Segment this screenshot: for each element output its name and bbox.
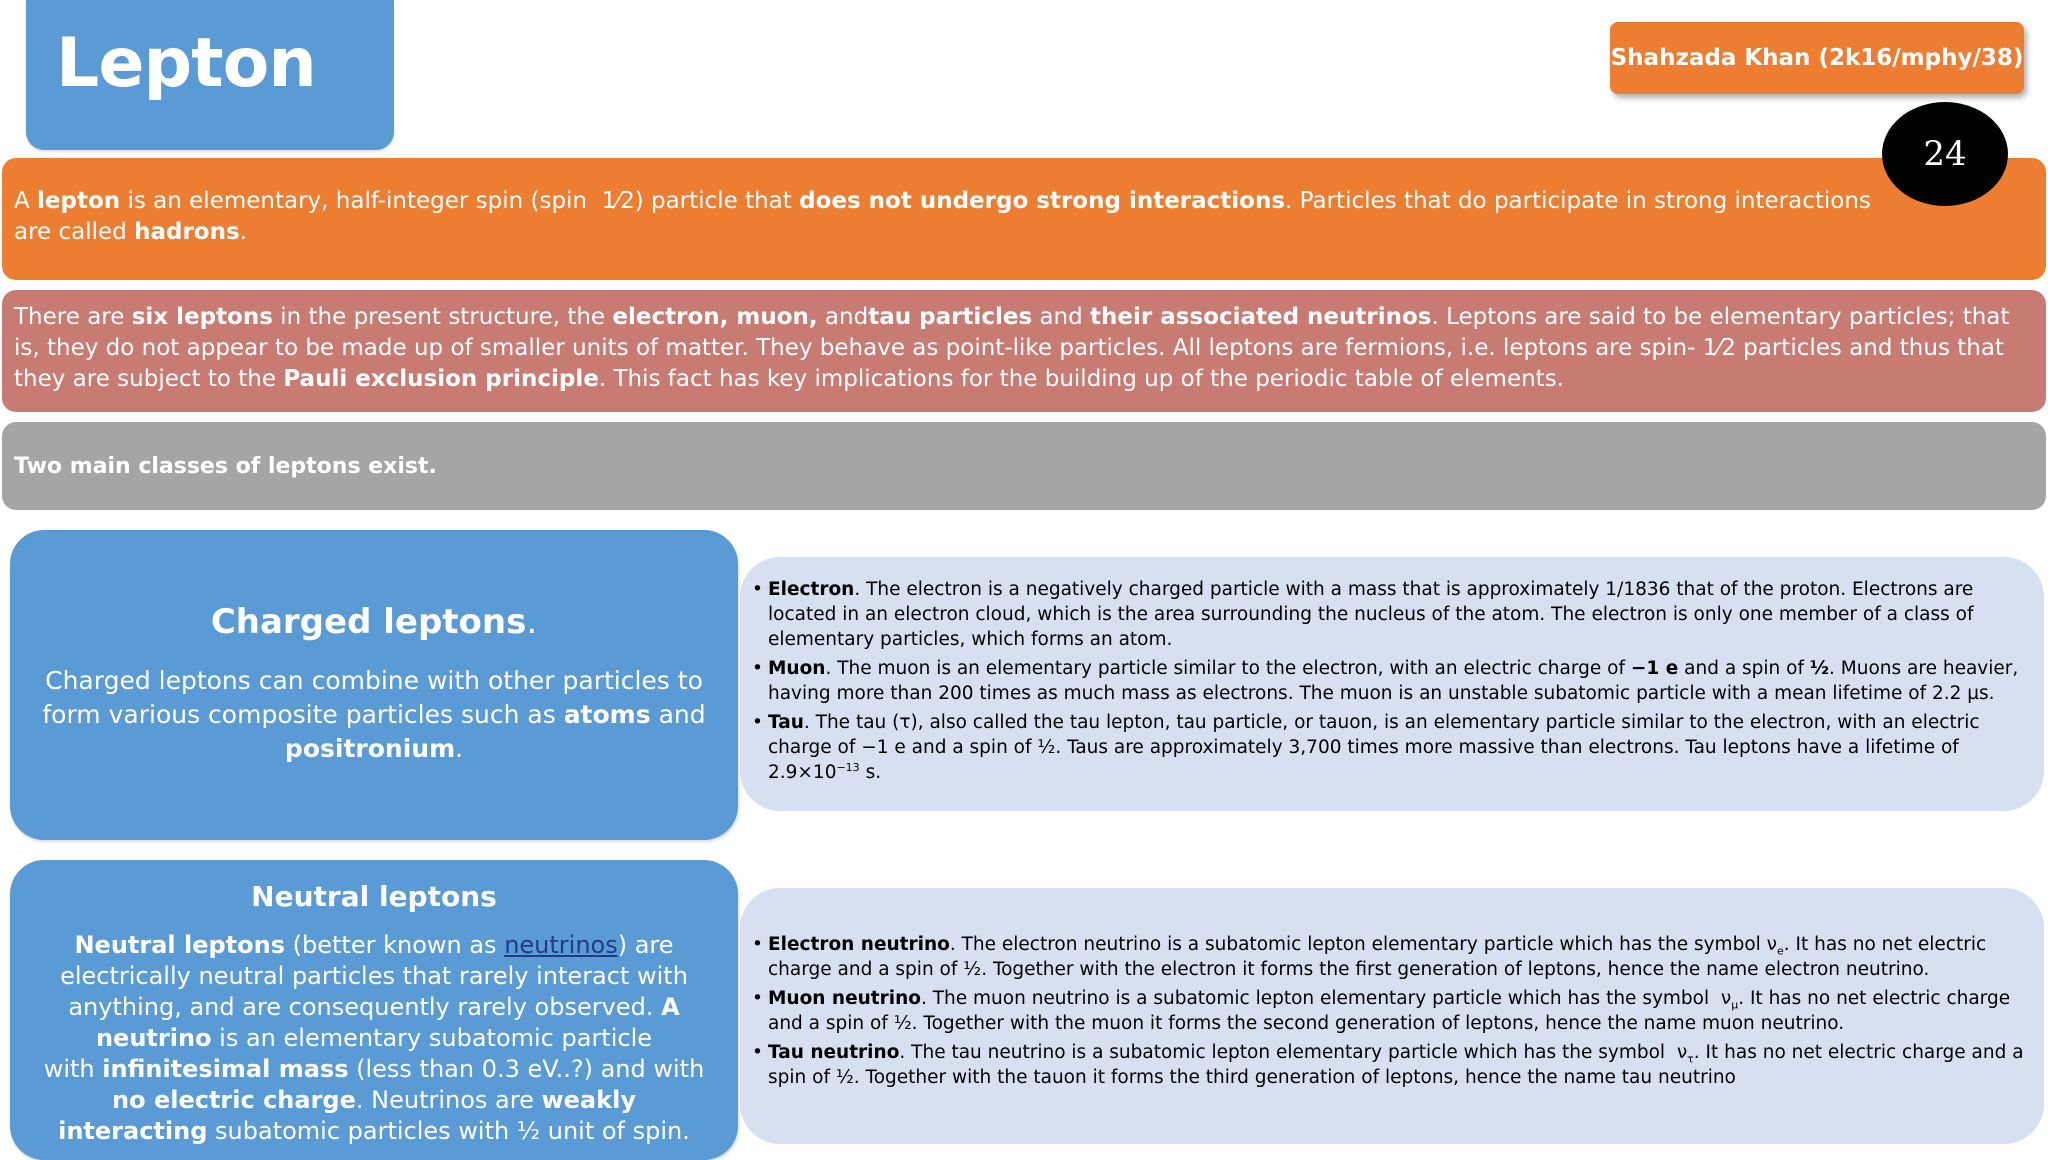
six-text: . Leptons are said to be elementary particles; that is, they do not appear to be made up of smaller units of matter. They behave as point-like particles. All leptons are fermions, i.e. leptons are spin- 1⁄2 particles and thus that they are subject to the bbox=[14, 304, 2010, 392]
intro-bar bbox=[2, 158, 2046, 280]
six-bold: Pauli exclusion principle bbox=[283, 366, 599, 392]
item-subscript: e bbox=[1777, 944, 1784, 958]
neutral-desc-bold: Neutral leptons bbox=[74, 931, 286, 959]
item-name: Electron neutrino bbox=[768, 934, 950, 955]
item-text: . Muons are heavier, having more than 200 times as much mass as electrons. The muon is an unstable subatomic particle with a mean lifetime of 2.2 µs. bbox=[768, 658, 2019, 704]
neutral-desc-bold: infinitesimal mass bbox=[102, 1055, 349, 1083]
neutral-detail-panel bbox=[740, 888, 2044, 1144]
charged-heading bbox=[10, 602, 738, 642]
neutral-desc-bold: A neutrino bbox=[95, 993, 680, 1052]
neutral-desc-text: . Neutrinos are bbox=[355, 1086, 542, 1114]
bullet-icon: • bbox=[752, 658, 763, 679]
charged-desc-text: and bbox=[650, 700, 706, 729]
bullet-icon: • bbox=[752, 712, 763, 733]
six-text: and bbox=[1032, 304, 1091, 330]
neutral-desc-text: (better known as bbox=[285, 931, 505, 959]
six-bold: their associated neutrinos bbox=[1090, 304, 1432, 330]
item-subscript: τ bbox=[1687, 1052, 1694, 1066]
six-text: in the present structure, the bbox=[272, 304, 613, 330]
neutral-description bbox=[38, 930, 710, 1147]
item-superscript: −13 bbox=[836, 760, 860, 774]
item-text: . The tau neutrino is a subatomic lepton elementary particle which has the symbol ν bbox=[899, 1042, 1688, 1063]
charged-desc-bold: positronium bbox=[284, 734, 456, 763]
six-text: and bbox=[817, 304, 869, 330]
title-box bbox=[26, 0, 394, 150]
slide-number: 24 bbox=[1882, 102, 2008, 206]
item-text: . It has no net electric charge and a spin of ½. Together with the electron it forms the first generation of leptons, hence the name electron neutrino. bbox=[768, 934, 1987, 980]
item-name: Muon neutrino bbox=[768, 988, 921, 1009]
list-item bbox=[748, 656, 2026, 706]
neutral-desc-text: ) are electrically neutral particles that rarely interact with anything, and are consequently rarely observed. bbox=[60, 931, 688, 1021]
item-text: . The electron is a negatively charged particle with a mass that is approximately 1/1836 that of the proton. Electrons are located in an electron cloud, which is the area surrounding the nucleus of the atom. The electron is only one member of a class of elementary particles, which forms an atom. bbox=[768, 579, 1974, 650]
slide-title: Lepton bbox=[56, 24, 316, 103]
item-bold: ½ bbox=[1809, 658, 1830, 679]
charged-description bbox=[30, 664, 718, 766]
classes-bar bbox=[2, 422, 2046, 510]
six-bold: electron, muon, bbox=[612, 304, 818, 330]
item-text: . The muon is an elementary particle similar to the electron, with an electric charge of bbox=[825, 658, 1631, 679]
charged-heading-text: Charged leptons bbox=[210, 602, 527, 642]
neutral-desc-text: is an elementary subatomic particle with bbox=[43, 1024, 653, 1083]
six-bold: six leptons bbox=[131, 304, 273, 330]
six-text: There are bbox=[14, 304, 132, 330]
bullet-icon: • bbox=[752, 934, 763, 955]
item-text: . It has no net electric charge and a spin of ½. Together with the tauon it forms the third generation of leptons, hence the name tau neutrino bbox=[768, 1042, 2024, 1088]
author-badge: Shahzada Khan (2k16/mphy/38) bbox=[1610, 22, 2024, 94]
item-bold: −1 e bbox=[1630, 658, 1679, 679]
neutral-leptons-box bbox=[10, 860, 738, 1160]
neutral-desc-bold: no electric charge bbox=[112, 1086, 356, 1114]
item-subscript: μ bbox=[1731, 998, 1739, 1012]
charged-desc-text: Charged leptons can combine with other particles to form various composite particles such as bbox=[42, 666, 703, 729]
bullet-icon: • bbox=[752, 1042, 763, 1063]
intro-text: is an elementary, half-integer spin (spin 1⁄2) particle that bbox=[120, 188, 800, 214]
bullet-icon: • bbox=[752, 988, 763, 1009]
list-item bbox=[748, 932, 2026, 982]
charged-detail-panel bbox=[740, 557, 2044, 811]
item-name: Electron bbox=[768, 579, 855, 600]
charged-desc-text: . bbox=[455, 734, 464, 763]
neutral-heading: Neutral leptons bbox=[251, 880, 497, 913]
intro-bold-hadrons: hadrons bbox=[134, 219, 240, 245]
item-name: Tau neutrino bbox=[768, 1042, 900, 1063]
intro-text: . Particles that do participate in strong interactions are called bbox=[14, 188, 1871, 245]
neutral-desc-text: subatomic particles with ½ unit of spin. bbox=[207, 1117, 690, 1145]
neutrinos-link[interactable]: neutrinos bbox=[504, 931, 618, 959]
neutral-desc-text: (less than 0.3 eV..?) and with bbox=[348, 1055, 705, 1083]
item-text: . The muon neutrino is a subatomic lepton elementary particle which has the symbol ν bbox=[920, 988, 1732, 1009]
item-text: . The tau (τ), also called the tau lepton, tau particle, or tauon, is an elementary particle similar to the electron, with an electric charge of −1 e and a spin of ½. Taus are approximately 3,700 times more massive than electrons. Tau leptons have a lifetime of 2.9×10 bbox=[768, 712, 1980, 783]
six-leptons-bar bbox=[2, 290, 2046, 412]
charged-leptons-box bbox=[10, 530, 738, 840]
item-name: Muon bbox=[768, 658, 826, 679]
list-item bbox=[748, 1040, 2026, 1090]
intro-text: A bbox=[14, 188, 38, 214]
intro-bold-strong: does not undergo strong interactions bbox=[799, 188, 1286, 214]
neutral-desc-bold: weakly interacting bbox=[58, 1086, 636, 1145]
classes-text: Two main classes of leptons exist. bbox=[14, 453, 437, 479]
item-text: and a spin of bbox=[1678, 658, 1810, 679]
item-name: Tau bbox=[768, 712, 804, 733]
item-text: s. bbox=[859, 762, 882, 783]
list-item bbox=[748, 986, 2026, 1036]
list-item bbox=[748, 577, 2026, 652]
six-bold: tau particles bbox=[868, 304, 1033, 330]
six-text: . This fact has key implications for the building up of the periodic table of elements. bbox=[598, 366, 1564, 392]
item-text: . The electron neutrino is a subatomic lepton elementary particle which has the symbol ν bbox=[949, 934, 1777, 955]
list-item bbox=[748, 710, 2026, 785]
charged-heading-period: . bbox=[526, 602, 538, 642]
intro-text: . bbox=[239, 219, 247, 245]
intro-bold-lepton: lepton bbox=[37, 188, 121, 214]
charged-desc-bold: atoms bbox=[563, 700, 651, 729]
bullet-icon: • bbox=[752, 579, 763, 600]
item-text: . It has no net electric charge and a spin of ½. Together with the muon it forms the second generation of leptons, hence the name muon neutrino. bbox=[768, 988, 2011, 1034]
